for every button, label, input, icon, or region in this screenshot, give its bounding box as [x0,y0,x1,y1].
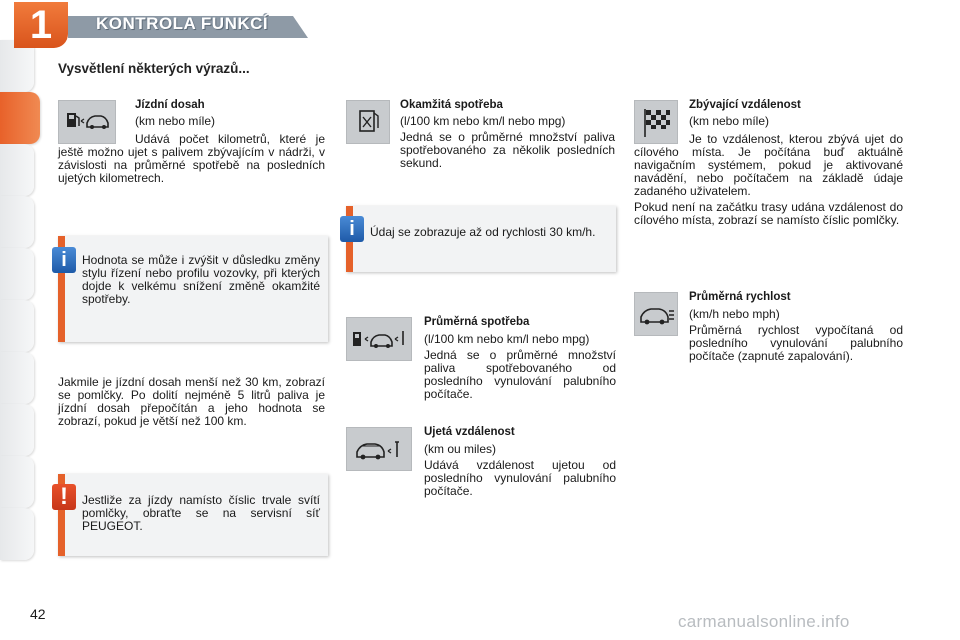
car-speed-icon [634,292,678,336]
distance-text: Udává vzdálenost ujetou od posledního vynulování palubního počítače. [424,458,616,498]
range-dashes-text: Jakmile je jízdní dosah menší než 30 km, zobrazí se pomlčky. Po dolití nejméně 5 litrů paliva je jízdní dosah přepočítán a jeho hodnota se zobrazí, pokud je větší než 100 km. [58,375,325,428]
speed-text: Průměrná rychlost vypočítaná od posledního vynulování palubního počítače (zapnuté zapalování). [689,323,903,363]
page-number: 42 [30,606,46,622]
speed-title: Průměrná rychlost [689,291,791,303]
chapter-tab[interactable] [0,508,34,560]
range-unit: (km nebo míle) [135,114,216,128]
section-title: Vysvětlení některých výrazů... [58,61,250,76]
fuel-car-gauge-icon [346,317,412,361]
distance-unit: (km ou miles) [424,442,497,456]
chapter-tab[interactable] [0,352,34,404]
remaining-text-2: Pokud není na začátku trasy udána vzdálenost do cílového místa, zobrazí se namísto číslic pomlčky. [634,200,903,227]
info-icon: i [52,247,76,273]
warning-note-text: Jestliže za jízdy namísto číslic trvale svítí pomlčky, obraťte se na servisní síť PEUGEOT. [82,493,320,533]
instant-text: Jedná se o průměrné množství paliva spotřebovaného za několik posledních sekund. [400,130,615,170]
remaining-block [689,99,903,128]
chapter-tab[interactable] [0,404,34,456]
speed-block [689,291,903,363]
chapter-number: 1 [14,2,68,48]
chapter-tab[interactable] [0,248,34,300]
instant-title: Okamžitá spotřeba [400,99,503,111]
fuel-pump-icon [346,100,390,144]
distance-block [424,426,616,498]
warning-note [58,474,328,556]
chapter-tab[interactable] [0,144,34,196]
info-note [58,236,328,342]
remaining-unit: (km nebo míle) [689,114,770,128]
range-text: Udává počet kilometrů, které je ještě možno ujet s palivem zbývajícím v nádrži, v závislosti na průměrné spotřebě na posledních ujetých kilometrech. [58,132,325,185]
average-block [424,316,616,401]
chapter-tab[interactable] [0,456,34,508]
range-title: Jízdní dosah [135,99,205,111]
info-note-text: Hodnota se může i zvýšit v důsledku změny stylu řízení nebo profilu vozovky, při kterých dojde k velkému snížení změně okamžité spotřeby. [82,253,320,306]
chapter-tab[interactable] [0,196,34,248]
speed-unit: (km/h nebo mph) [689,307,780,321]
warning-icon: ! [52,484,76,510]
instant-unit: (l/100 km nebo km/l nebo mpg) [400,114,566,128]
chapter-tab[interactable] [0,300,34,352]
chapter-tab-active[interactable] [0,92,40,144]
range-block [135,99,325,128]
distance-title: Ujetá vzdálenost [424,426,515,438]
watermark: carmanualsonline.info [678,612,850,631]
page-title: KONTROLA FUNKCÍ [96,14,269,33]
chapter-tabs [0,0,48,640]
info-note-text: Údaj se zobrazuje až od rychlosti 30 km/h. [370,225,596,239]
remaining-text-block [634,133,903,227]
average-unit: (l/100 km nebo km/l nebo mpg) [424,332,590,346]
remaining-text: Je to vzdálenost, kterou zbývá ujet do cílového místa. Je počítána buď aktuálně navigačním systémem, pokud je aktivované navádění, nebo počítačem na základě údaje zadaného uživatelem. [634,132,903,198]
info-note [346,206,616,272]
average-text: Jedná se o průměrné množství paliva spotřebovaného od posledního vynulování palubního počítače. [424,348,616,401]
remaining-title: Zbývající vzdálenost [689,99,801,111]
info-icon: i [340,216,364,242]
car-distance-icon [346,427,412,471]
average-title: Průměrná spotřeba [424,316,530,328]
instant-block [400,99,615,170]
